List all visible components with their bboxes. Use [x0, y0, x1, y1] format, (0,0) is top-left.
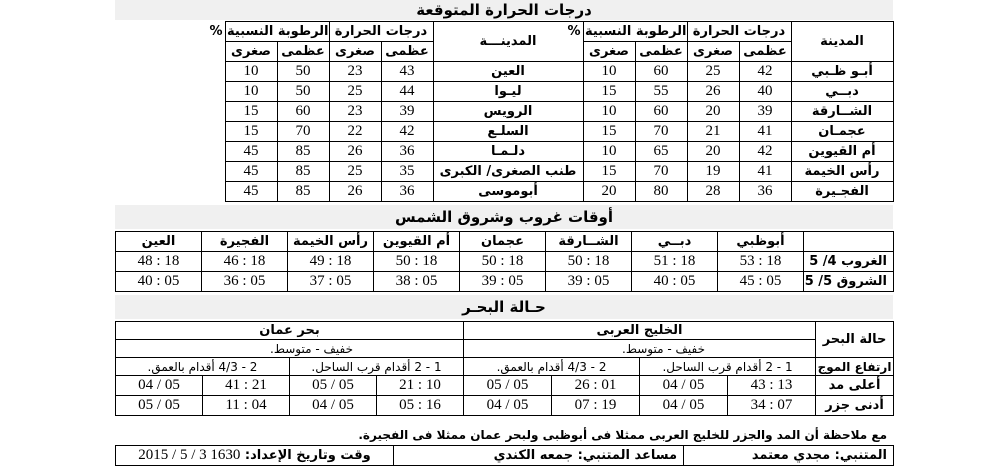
- temp-min: 19: [687, 162, 739, 182]
- tide-value: 21 : 41: [203, 376, 290, 396]
- city-name: طنب الصغرى/ الكبرى: [433, 162, 583, 182]
- table-row: [115, 142, 893, 162]
- sun-table: [115, 231, 894, 292]
- tide-value: 05 / 05: [290, 376, 377, 396]
- temp-min: 26: [329, 142, 381, 162]
- table-row: [115, 122, 893, 142]
- prep-time-value: 1630 3 / 5 / 2015: [138, 447, 241, 463]
- temp-max: 36: [381, 182, 433, 202]
- hum-max: 80: [635, 182, 687, 202]
- sub-min: صغرى: [329, 42, 381, 62]
- col-temp-right: درجات الحرارة: [687, 22, 791, 42]
- tide-value: 19 : 07: [552, 396, 640, 416]
- tide-value: 05 / 05: [116, 396, 203, 416]
- tide-value: 05 / 05: [464, 376, 552, 396]
- temp-min: 23: [329, 62, 381, 82]
- hum-min: 45: [225, 182, 277, 202]
- temp-min: 23: [329, 102, 381, 122]
- temp-min: 22: [329, 122, 381, 142]
- sun-corner: [804, 232, 894, 252]
- sunrise-time: 05 : 37: [288, 272, 374, 292]
- sub-min: صغرى: [687, 42, 739, 62]
- hum-min: 10: [225, 82, 277, 102]
- gulf-wave-near: 1 - 2 أقدام قرب الساحل.: [640, 358, 816, 376]
- col-city-left: المدينـــة: [433, 22, 583, 62]
- temp-max: 42: [381, 122, 433, 142]
- temp-min: 25: [329, 162, 381, 182]
- sunset-time: 18 : 50: [546, 252, 632, 272]
- city-name: أبـو ظـبي: [791, 62, 893, 82]
- sunrise-label: الشروق 5/ 5: [804, 272, 894, 292]
- tide-value: 01 : 26: [552, 376, 640, 396]
- col-hum-right: الرطوبة النسبية %: [583, 22, 687, 42]
- assistant-forecaster: مساعد المتنبي: جمعه الكندي: [394, 446, 684, 466]
- city-name: الرويس: [433, 102, 583, 122]
- city-name: رأس الخيمة: [791, 162, 893, 182]
- temperature-table: [115, 21, 894, 202]
- gulf-header: الخليج العربى: [464, 322, 816, 340]
- hum-min: 15: [583, 162, 635, 182]
- city-name: الشــارقة: [791, 102, 893, 122]
- sub-max: عظمى: [277, 42, 329, 62]
- temp-min: 26: [329, 182, 381, 202]
- sun-city: الفجيرة: [202, 232, 288, 252]
- temp-max: 41: [739, 162, 791, 182]
- tide-note: مع ملاحظة أن المد والجزر للخليج العربى ممثلا فى أبوظبى ولبحر عمان ممثلا فى الفجيرة.: [358, 428, 887, 442]
- tide-value: 16 : 05: [377, 396, 464, 416]
- city-name: دبــي: [791, 82, 893, 102]
- sunrise-time: 05 : 39: [546, 272, 632, 292]
- sunset-time: 18 : 48: [116, 252, 202, 272]
- tide-value: 07 : 34: [728, 396, 816, 416]
- temp-max: 42: [739, 142, 791, 162]
- tide-value: 05 / 04: [464, 396, 552, 416]
- temp-max: 41: [739, 122, 791, 142]
- hum-max: 50: [277, 82, 329, 102]
- filler-cell: [115, 162, 225, 182]
- oman-wave-deep: 2 - 4/3 أقدام بالعمق.: [116, 358, 290, 376]
- sun-city: عجمان: [460, 232, 546, 252]
- temp-max: 36: [739, 182, 791, 202]
- hum-min: 15: [583, 82, 635, 102]
- table-row: [115, 102, 893, 122]
- sunrise-time: 05 : 40: [116, 272, 202, 292]
- col-city-right: المدينة: [791, 22, 893, 62]
- hum-max: 60: [635, 102, 687, 122]
- sunset-label: الغروب 4/ 5: [804, 252, 894, 272]
- low-tide-label: أدنى جزر: [816, 396, 894, 416]
- sunrise-time: 05 : 45: [718, 272, 804, 292]
- tide-value: 05 / 04: [640, 396, 728, 416]
- filler-cell: [115, 142, 225, 162]
- hum-min: 20: [583, 182, 635, 202]
- table-row: [115, 62, 893, 82]
- tide-value: 04 : 11: [203, 396, 290, 416]
- hum-min: 45: [225, 142, 277, 162]
- sunset-time: 18 : 46: [202, 252, 288, 272]
- sun-city: رأس الخيمة: [288, 232, 374, 252]
- temp-min: 25: [329, 82, 381, 102]
- hum-max: 70: [635, 162, 687, 182]
- sub-min: صغرى: [225, 42, 277, 62]
- gulf-state: خفيف - متوسط.: [464, 340, 816, 358]
- sunset-time: 18 : 53: [718, 252, 804, 272]
- hum-max: 55: [635, 82, 687, 102]
- tide-value: 13 : 43: [728, 376, 816, 396]
- sun-city: العين: [116, 232, 202, 252]
- temp-max: 44: [381, 82, 433, 102]
- sun-city: دبــي: [632, 232, 718, 252]
- hum-max: 60: [277, 102, 329, 122]
- sunrise-time: 05 : 39: [460, 272, 546, 292]
- sunset-time: 18 : 50: [460, 252, 546, 272]
- temp-min: 20: [687, 142, 739, 162]
- oman-wave-near: 1 - 2 أقدام قرب الساحل.: [290, 358, 464, 376]
- city-name: الفجـيرة: [791, 182, 893, 202]
- oman-state: خفيف - متوسط.: [116, 340, 464, 358]
- hum-min: 10: [583, 102, 635, 122]
- prep-time: [116, 446, 394, 466]
- hum-min: 15: [225, 102, 277, 122]
- temp-max: 35: [381, 162, 433, 182]
- sun-city: أم القيوين: [374, 232, 460, 252]
- filler-cell: [115, 102, 225, 122]
- sun-title: أوقات غروب وشروق الشمس: [115, 205, 893, 229]
- temp-min: 21: [687, 122, 739, 142]
- city-name: عجمـان: [791, 122, 893, 142]
- gulf-wave-deep: 2 - 4/3 أقدام بالعمق.: [464, 358, 640, 376]
- temp-max: 36: [381, 142, 433, 162]
- tide-value: 05 / 04: [290, 396, 377, 416]
- city-name: دلـمـا: [433, 142, 583, 162]
- hum-min: 45: [225, 162, 277, 182]
- hum-min: 10: [583, 62, 635, 82]
- table-row: [115, 162, 893, 182]
- filler-cell: [115, 122, 225, 142]
- weather-report: [115, 0, 893, 470]
- temp-min: 20: [687, 102, 739, 122]
- city-name: ليـوا: [433, 82, 583, 102]
- city-name: العين: [433, 62, 583, 82]
- city-name: أبوموسى: [433, 182, 583, 202]
- hum-max: 85: [277, 142, 329, 162]
- hum-min: 15: [583, 122, 635, 142]
- table-row: [115, 182, 893, 202]
- hum-max: 50: [277, 62, 329, 82]
- temp-max: 43: [381, 62, 433, 82]
- temp-max: 42: [739, 62, 791, 82]
- footer-table: [115, 445, 894, 466]
- temperature-title: درجات الحرارة المتوقعة: [115, 0, 893, 20]
- sub-min: صغرى: [583, 42, 635, 62]
- hum-max: 70: [277, 122, 329, 142]
- temp-max: 40: [739, 82, 791, 102]
- city-name: أم القيوين: [791, 142, 893, 162]
- forecaster: المتنبي: مجدي معتمد: [684, 446, 894, 466]
- sea-title: حـالة البحـر: [115, 295, 893, 319]
- hum-max: 65: [635, 142, 687, 162]
- wave-label: ارتفاع الموج: [816, 358, 894, 376]
- filler-cell: [115, 182, 225, 202]
- table-row: [115, 82, 893, 102]
- oman-header: بحر عمان: [116, 322, 464, 340]
- prep-time-label: وقت وتاريخ الإعداد:: [244, 448, 371, 463]
- sun-city: الشــارقة: [546, 232, 632, 252]
- tide-value: 05 / 04: [116, 376, 203, 396]
- filler-cell: [115, 62, 225, 82]
- temp-min: 25: [687, 62, 739, 82]
- sunrise-time: 05 : 40: [632, 272, 718, 292]
- temp-min: 26: [687, 82, 739, 102]
- temp-max: 39: [739, 102, 791, 122]
- sun-city: أبوظبي: [718, 232, 804, 252]
- sunrise-time: 05 : 36: [202, 272, 288, 292]
- filler-cell: [115, 82, 225, 102]
- sunset-time: 18 : 49: [288, 252, 374, 272]
- tide-value: 05 / 04: [640, 376, 728, 396]
- temp-min: 28: [687, 182, 739, 202]
- hum-max: 60: [635, 62, 687, 82]
- hum-min: 10: [583, 142, 635, 162]
- sunset-time: 18 : 51: [632, 252, 718, 272]
- tide-value: 10 : 21: [377, 376, 464, 396]
- hum-min: 10: [225, 62, 277, 82]
- sub-max: عظمى: [635, 42, 687, 62]
- col-temp-left: درجات الحرارة: [329, 22, 433, 42]
- hum-max: 85: [277, 182, 329, 202]
- city-name: السلـع: [433, 122, 583, 142]
- high-tide-label: أعلى مد: [816, 376, 894, 396]
- temp-max: 39: [381, 102, 433, 122]
- sunset-time: 18 : 50: [374, 252, 460, 272]
- hum-max: 85: [277, 162, 329, 182]
- col-hum-left: الرطوبة النسبية %: [225, 22, 329, 42]
- sea-state-label: حالة البحر: [816, 322, 894, 358]
- sub-max: عظمى: [381, 42, 433, 62]
- sunrise-time: 05 : 38: [374, 272, 460, 292]
- hum-max: 70: [635, 122, 687, 142]
- hum-min: 15: [225, 122, 277, 142]
- sub-max: عظمى: [739, 42, 791, 62]
- sea-table: [115, 321, 894, 416]
